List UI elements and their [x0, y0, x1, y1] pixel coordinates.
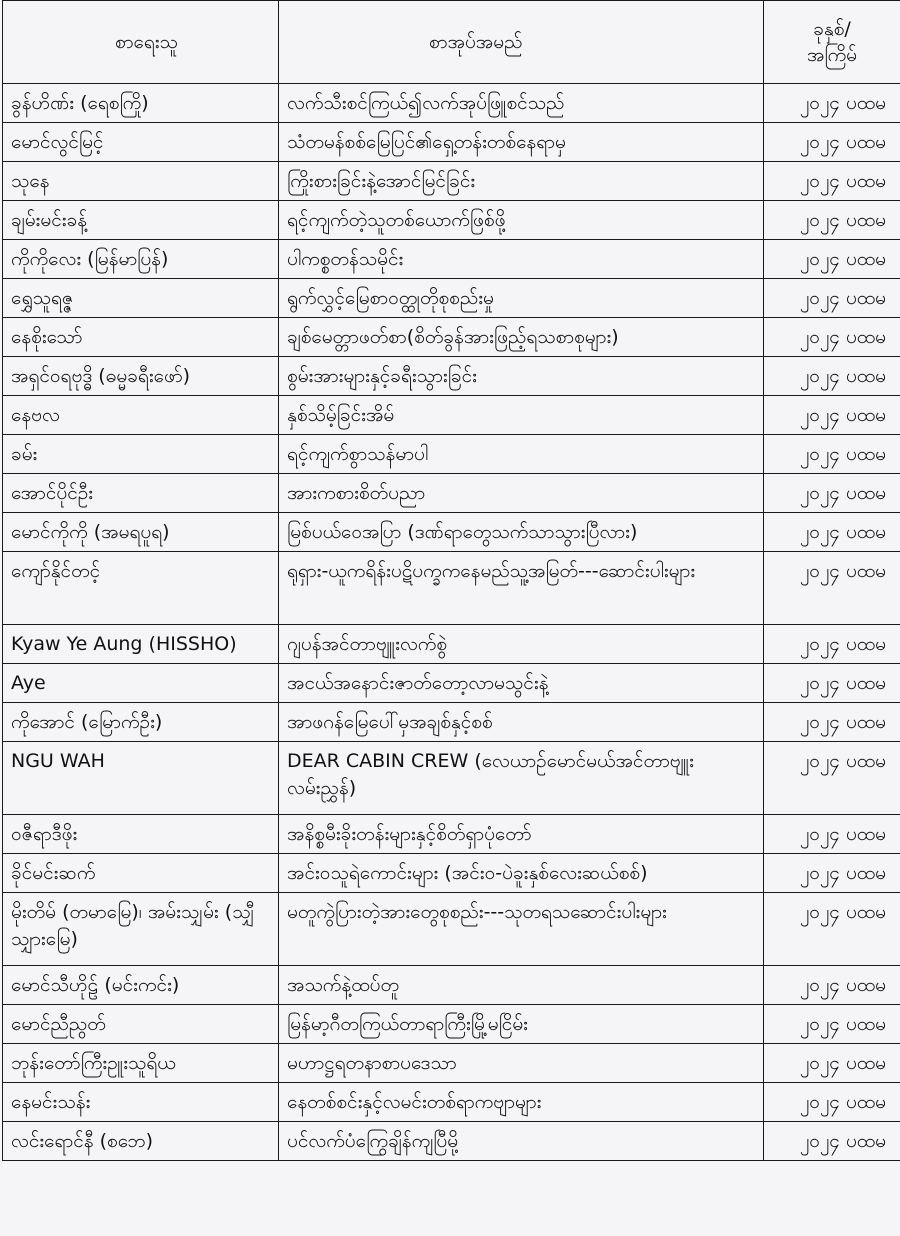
cell-year: ၂၀၂၄ ပထမ: [764, 201, 900, 240]
cell-year: ၂၀၂၄ ပထမ: [764, 357, 900, 396]
header-year-line2: အကြိမ်: [806, 44, 858, 66]
table-row: [3, 123, 900, 162]
cell-year: ၂၀၂၄ ပထမ: [764, 552, 900, 625]
table-row: [3, 815, 900, 854]
cell-title: ကြိုးစားခြင်းနဲ့အောင်မြင်ခြင်း: [279, 162, 764, 201]
cell-author: နေဗလ: [3, 396, 279, 435]
cell-title: ပင်လက်ပံကြွေချိန်ကျပြီမို့: [279, 1122, 764, 1161]
cell-title: ဂျပန်အင်တာဗျူးလက်စွဲ: [279, 625, 764, 664]
cell-author: မောင်ညီညွတ်: [3, 1005, 279, 1044]
cell-author: ကိုကိုလေး (မြန်မာပြန်): [3, 240, 279, 279]
cell-title: နှစ်သိမ့်ခြင်းအိမ်: [279, 396, 764, 435]
cell-year: ၂၀၂၄ ပထမ: [764, 854, 900, 893]
table-row: [3, 893, 900, 966]
cell-year: ၂၀၂၄ ပထမ: [764, 893, 900, 966]
cell-year: ၂၀၂၄ ပထမ: [764, 625, 900, 664]
cell-year: ၂၀၂၄ ပထမ: [764, 664, 900, 703]
table-row: [3, 1044, 900, 1083]
cell-author: ချမ်းမင်းခန့်: [3, 201, 279, 240]
table-row: [3, 625, 900, 664]
cell-author: အောင်ပိုင်ဦး: [3, 474, 279, 513]
cell-author: ကိုအောင် (မြောက်ဦး): [3, 703, 279, 742]
table-row: [3, 435, 900, 474]
header-year: [764, 1, 900, 84]
cell-author: Kyaw Ye Aung (HISSHO): [3, 625, 279, 664]
book-list-table: [2, 0, 900, 1161]
cell-title: အင်းဝသူရဲကောင်းများ (အင်းဝ-ပဲခူးနှစ်လေးဆယ်စစ်): [279, 854, 764, 893]
cell-year: ၂၀၂၄ ပထမ: [764, 1122, 900, 1161]
table-row: [3, 318, 900, 357]
table-row: [3, 552, 900, 625]
table-body: [3, 84, 900, 1161]
cell-year: ၂၀၂၄ ပထမ: [764, 742, 900, 815]
header-row: [3, 1, 900, 84]
cell-year: ၂၀၂၄ ပထမ: [764, 815, 900, 854]
cell-year: ၂၀၂၄ ပထမ: [764, 396, 900, 435]
cell-title: ချစ်မေတ္တာဖတ်စာ(စိတ်ခွန်အားဖြည့်ရသစာစုများ): [279, 318, 764, 357]
cell-title: မြစ်ပယ်ဝေအပြာ (ဒဏ်ရာတွေသက်သာသွားပြီလား): [279, 513, 764, 552]
cell-year: ၂၀၂၄ ပထမ: [764, 1005, 900, 1044]
cell-author: နေစိုးသော်: [3, 318, 279, 357]
cell-author: ဝဇီရာဒီဖိုး: [3, 815, 279, 854]
cell-author: ခမ်း: [3, 435, 279, 474]
cell-title: ပါကစ္စတန်သမိုင်း: [279, 240, 764, 279]
cell-author: မိုးတိမ် (တမာမြေ)၊ အမ်းသျှမ်း (သျှီသျှားမြေ): [3, 893, 279, 966]
cell-title: လက်သီးစင်ကြယ်၍လက်အုပ်ဖြူစင်သည်: [279, 84, 764, 123]
cell-author: နေမင်းသန်း: [3, 1083, 279, 1122]
cell-title: သံတမန်စစ်မြေပြင်၏ရှေ့တန်းတစ်နေရာမှ: [279, 123, 764, 162]
cell-year: ၂၀၂၄ ပထမ: [764, 435, 900, 474]
cell-author: NGU WAH: [3, 742, 279, 815]
table-row: [3, 703, 900, 742]
cell-title: မတူကွဲပြားတဲ့အားတွေစုစည်း---သုတရသဆောင်းပါးများ: [279, 893, 764, 966]
cell-author: မောင်ကိုကို (အမရပူရ): [3, 513, 279, 552]
cell-title: မြန်မာ့ဂီတကြယ်တာရာကြီးမြို့မငြိမ်း: [279, 1005, 764, 1044]
cell-author: ဘုန်းတော်ကြီးဥူးသူရိယ: [3, 1044, 279, 1083]
cell-year: ၂၀၂၄ ပထမ: [764, 966, 900, 1005]
cell-year: ၂၀၂၄ ပထမ: [764, 123, 900, 162]
table-row: [3, 396, 900, 435]
cell-year: ၂၀၂၄ ပထမ: [764, 1044, 900, 1083]
table-row: [3, 513, 900, 552]
table-header: [3, 1, 900, 84]
cell-author: လင်းရောင်နီ (စဘေ): [3, 1122, 279, 1161]
table-row: [3, 664, 900, 703]
cell-title: ရွက်လွှင့်မြေစာဝတ္ထုတိုစုစည်းမှု: [279, 279, 764, 318]
cell-title: DEAR CABIN CREW (လေယာဉ်မောင်မယ်အင်တာဗျူးလမ်းညွှန်): [279, 742, 764, 815]
cell-title: ရင့်ကျက်တဲ့သူတစ်ယောက်ဖြစ်ဖို့: [279, 201, 764, 240]
cell-author: ခိုင်မင်းဆက်: [3, 854, 279, 893]
cell-year: ၂၀၂၄ ပထမ: [764, 1083, 900, 1122]
table-row: [3, 162, 900, 201]
header-author: စာရေးသူ: [3, 1, 279, 84]
cell-title: အငယ်အနောင်းဇာတ်တော့လာမသွင်းနဲ့: [279, 664, 764, 703]
cell-author: Aye: [3, 664, 279, 703]
cell-year: ၂၀၂၄ ပထမ: [764, 513, 900, 552]
cell-title: မဟာဋ္ဌရတနာစာပဒေသာ: [279, 1044, 764, 1083]
cell-title: အနိစ္စမီးခိုးတန်းများနှင့်စိတ်ရှာပုံတော်: [279, 815, 764, 854]
cell-author: ခွန်ဟိဏ်း (ရေစကြို): [3, 84, 279, 123]
table-row: [3, 1005, 900, 1044]
cell-author: ကျော်နိုင်တင့်: [3, 552, 279, 625]
header-year-line1: ခုနှစ်/: [813, 18, 851, 40]
table-row: [3, 84, 900, 123]
cell-year: ၂၀၂၄ ပထမ: [764, 162, 900, 201]
cell-title: ရင့်ကျက်စွာသန်မာပါ: [279, 435, 764, 474]
table-row: [3, 240, 900, 279]
cell-author: အရှင်ဝရဗုဒ္ဓိ (ဓမ္မခရီးဖော်): [3, 357, 279, 396]
table-row: [3, 1083, 900, 1122]
cell-year: ၂၀၂၄ ပထမ: [764, 240, 900, 279]
cell-title: အာဖဂန်မြေပေါ်မှအချစ်နှင့်စစ်: [279, 703, 764, 742]
cell-year: ၂၀၂၄ ပထမ: [764, 318, 900, 357]
table-row: [3, 742, 900, 815]
cell-author: မောင်လွင်မြင့်: [3, 123, 279, 162]
cell-year: ၂၀၂၄ ပထမ: [764, 279, 900, 318]
cell-title: အသက်နဲ့ထပ်တူ: [279, 966, 764, 1005]
cell-title: နေတစ်စင်းနှင့်လမင်းတစ်ရာကဗျာများ: [279, 1083, 764, 1122]
table-row: [3, 966, 900, 1005]
cell-year: ၂၀၂၄ ပထမ: [764, 474, 900, 513]
cell-author: ရွှေသူရဇ္ဇ: [3, 279, 279, 318]
table-row: [3, 279, 900, 318]
cell-title: အားကစားစိတ်ပညာ: [279, 474, 764, 513]
table-row: [3, 854, 900, 893]
table-row: [3, 474, 900, 513]
table-row: [3, 357, 900, 396]
cell-title: ရုရှား-ယူကရိန်းပဋိပက္ခကနေမည်သူ့အမြတ်---ဆောင်းပါးများ: [279, 552, 764, 625]
cell-author: မောင်သီဟိုဠ် (မင်းကင်း): [3, 966, 279, 1005]
table-row: [3, 1122, 900, 1161]
cell-year: ၂၀၂၄ ပထမ: [764, 84, 900, 123]
cell-year: ၂၀၂၄ ပထမ: [764, 703, 900, 742]
table-row: [3, 201, 900, 240]
cell-author: သုနေ: [3, 162, 279, 201]
header-title: စာအုပ်အမည်: [279, 1, 764, 84]
cell-title: စွမ်းအားများနှင့်ခရီးသွားခြင်း: [279, 357, 764, 396]
